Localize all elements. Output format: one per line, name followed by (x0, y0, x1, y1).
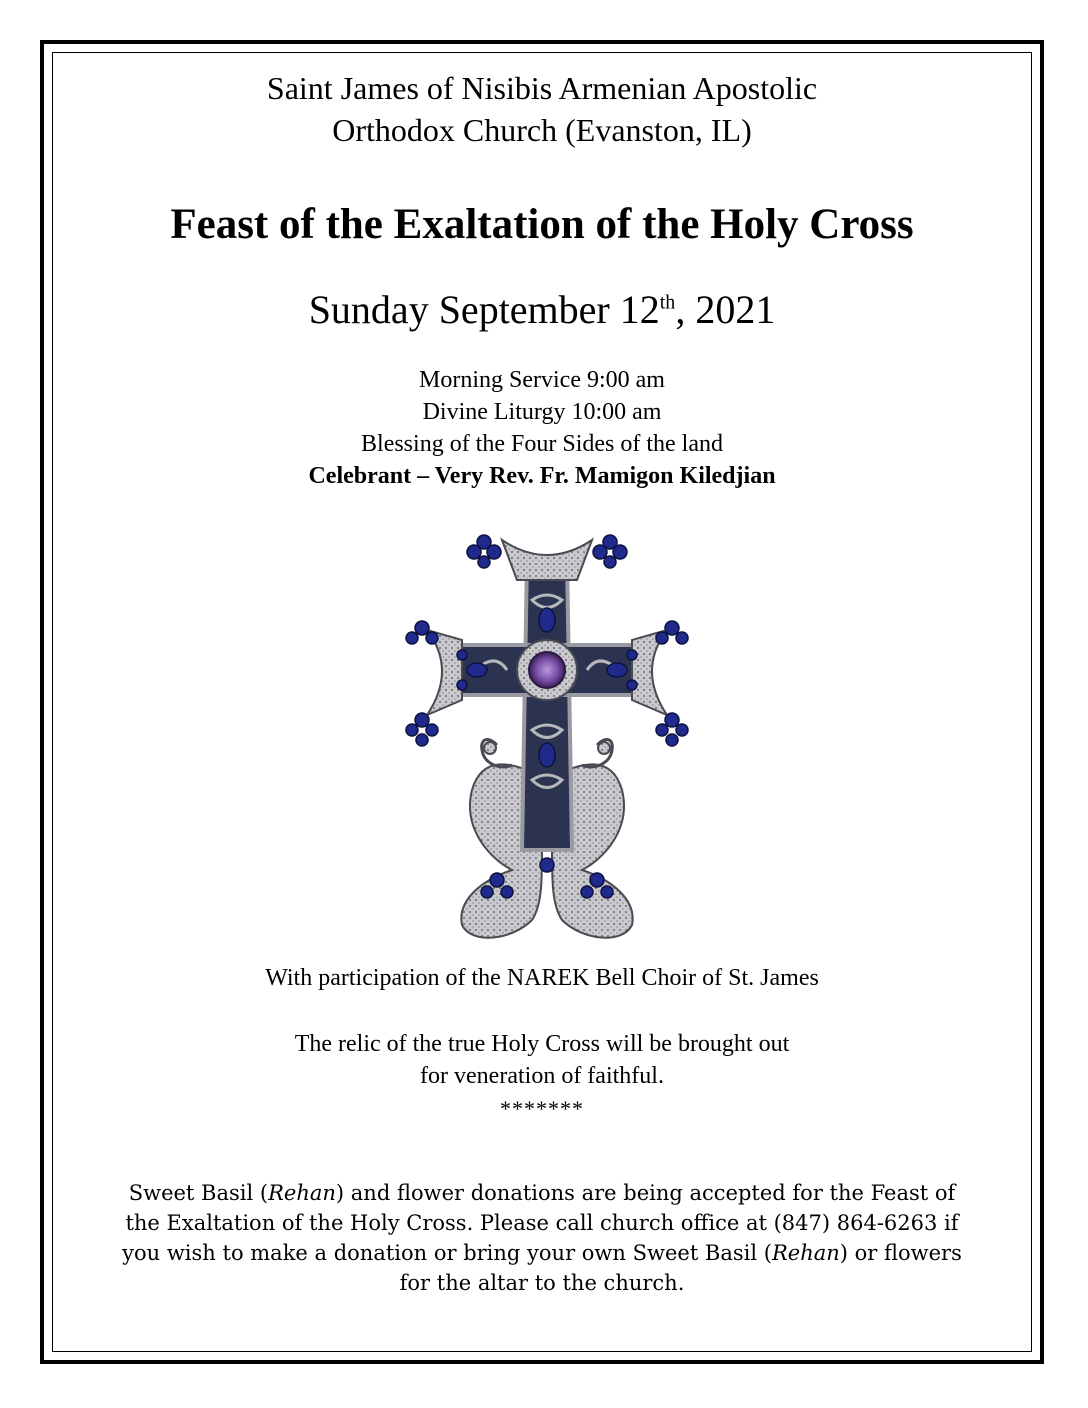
date-prefix: Sunday September 12 (308, 287, 660, 332)
armenian-cross-icon (402, 520, 692, 948)
donation-note (112, 1178, 972, 1298)
relic-line2: for veneration of faithful. (420, 1063, 664, 1089)
church-name-line2: Orthodox Church (Evanston, IL) (332, 112, 752, 148)
morning-service: Morning Service 9:00 am (419, 367, 665, 393)
choir-note: With participation of the NAREK Bell Choir of St. James (265, 965, 819, 991)
cross-body (427, 540, 667, 850)
donation-line2: the Exaltation of the Holy Cross. Please call church office at (847) 864-6263 if (125, 1211, 959, 1235)
blessing: Blessing of the Four Sides of the land (361, 431, 723, 457)
event-date (52, 284, 1032, 336)
divine-liturgy: Divine Liturgy 10:00 am (422, 399, 662, 425)
celebrant: Celebrant – Very Rev. Fr. Mamigon Kiledjian (308, 463, 776, 489)
schedule (52, 364, 1032, 492)
donation-line3-italic: Rehan (771, 1241, 840, 1265)
church-name (52, 67, 1032, 151)
church-name-line1: Saint James of Nisibis Armenian Apostolic (266, 70, 818, 106)
donation-line1-a: Sweet Basil ( (128, 1181, 269, 1205)
date-ordinal: th (659, 291, 676, 314)
separator: ******* (500, 1096, 584, 1121)
donation-line3-a: you wish to make a donation or bring your own Sweet Basil ( (122, 1241, 772, 1265)
cross-svg (402, 520, 692, 948)
donation-line3-b: ) or flowers (839, 1241, 962, 1265)
relic-line1: The relic of the true Holy Cross will be brought out (294, 1031, 790, 1057)
donation-line1-italic: Rehan (268, 1181, 336, 1205)
date-suffix: , 2021 (675, 287, 776, 332)
donation-line4: for the altar to the church. (399, 1271, 685, 1295)
donation-line3 (112, 1238, 972, 1268)
relic-note (52, 1028, 1032, 1092)
donation-line1-b: ) and flower donations are being accepted for the Feast of (335, 1181, 956, 1205)
donation-line1 (112, 1178, 972, 1208)
feast-title: Feast of the Exaltation of the Holy Cross (170, 201, 914, 248)
